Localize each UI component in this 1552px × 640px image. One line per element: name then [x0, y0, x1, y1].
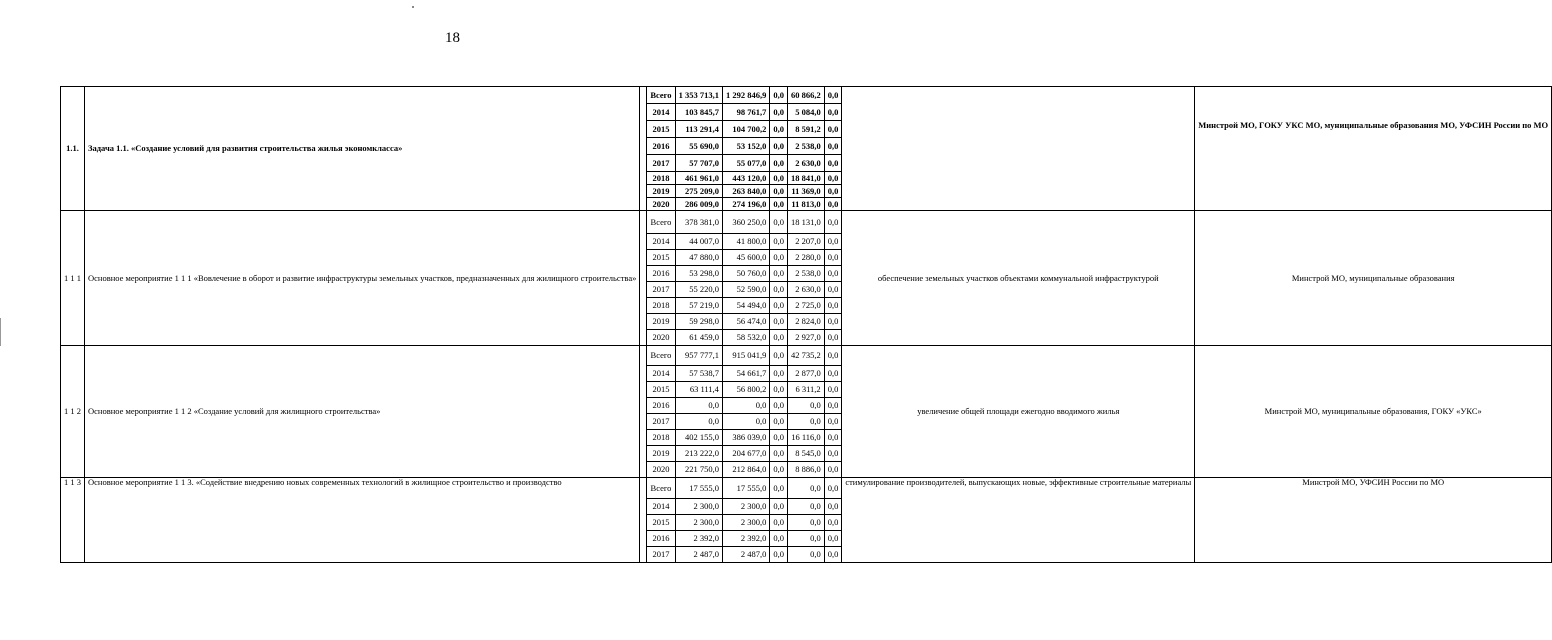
year-cell: 2016 — [647, 138, 675, 155]
blank-column — [640, 87, 647, 211]
amount-cell-c1: 0,0 — [675, 398, 722, 414]
year-cell: 2019 — [647, 446, 675, 462]
amount-cell-c1: 103 845,7 — [675, 104, 722, 121]
year-cell: 2017 — [647, 547, 675, 563]
amount-cell-c2: 50 760,0 — [722, 266, 769, 282]
amount-cell-c5: 0,0 — [824, 282, 842, 298]
amount-cell-c2: 56 800,2 — [722, 382, 769, 398]
responsible-executor: Минстрой МО, муниципальные образования, ГОКУ «УКС» — [1195, 346, 1552, 478]
amount-cell-c1: 113 291,4 — [675, 121, 722, 138]
amount-cell-c4: 2 927,0 — [787, 330, 824, 346]
amount-cell-c4: 16 116,0 — [787, 430, 824, 446]
amount-cell-c5: 0,0 — [824, 266, 842, 282]
amount-cell-c5: 0,0 — [824, 515, 842, 531]
amount-cell-c4: 11 369,0 — [787, 185, 824, 198]
amount-cell-c5: 0,0 — [824, 499, 842, 515]
year-cell: 2018 — [647, 430, 675, 446]
amount-cell-c5: 0,0 — [824, 330, 842, 346]
page-number: 18 — [445, 30, 460, 46]
amount-cell-c3: 0,0 — [770, 366, 788, 382]
amount-cell-c2: 41 800,0 — [722, 234, 769, 250]
year-cell: Всего — [647, 478, 675, 499]
amount-cell-c3: 0,0 — [770, 121, 788, 138]
amount-cell-c1: 17 555,0 — [675, 478, 722, 499]
amount-cell-c5: 0,0 — [824, 462, 842, 478]
scan-dot — [412, 6, 414, 8]
amount-cell-c1: 461 961,0 — [675, 172, 722, 185]
amount-cell-c1: 1 353 713,1 — [675, 87, 722, 104]
amount-cell-c2: 58 532,0 — [722, 330, 769, 346]
year-cell: 2018 — [647, 172, 675, 185]
amount-cell-c5: 0,0 — [824, 172, 842, 185]
year-cell: 2014 — [647, 499, 675, 515]
amount-cell-c5: 0,0 — [824, 138, 842, 155]
table-row — [61, 346, 1552, 366]
amount-cell-c3: 0,0 — [770, 478, 788, 499]
blank-column — [640, 346, 647, 478]
table-body — [61, 87, 1552, 563]
amount-cell-c1: 275 209,0 — [675, 185, 722, 198]
amount-cell-c2: 56 474,0 — [722, 314, 769, 330]
scan-edge-mark — [0, 318, 3, 346]
amount-cell-c2: 53 152,0 — [722, 138, 769, 155]
year-cell: 2017 — [647, 282, 675, 298]
year-cell: 2017 — [647, 414, 675, 430]
year-cell: 2015 — [647, 250, 675, 266]
amount-cell-c5: 0,0 — [824, 478, 842, 499]
amount-cell-c4: 0,0 — [787, 531, 824, 547]
amount-cell-c3: 0,0 — [770, 172, 788, 185]
amount-cell-c5: 0,0 — [824, 531, 842, 547]
amount-cell-c4: 2 877,0 — [787, 366, 824, 382]
amount-cell-c5: 0,0 — [824, 155, 842, 172]
amount-cell-c3: 0,0 — [770, 211, 788, 234]
amount-cell-c1: 59 298,0 — [675, 314, 722, 330]
amount-cell-c2: 386 039,0 — [722, 430, 769, 446]
amount-cell-c3: 0,0 — [770, 346, 788, 366]
amount-cell-c1: 402 155,0 — [675, 430, 722, 446]
amount-cell-c2: 45 600,0 — [722, 250, 769, 266]
amount-cell-c5: 0,0 — [824, 211, 842, 234]
year-cell: 2014 — [647, 104, 675, 121]
amount-cell-c5: 0,0 — [824, 234, 842, 250]
amount-cell-c5: 0,0 — [824, 87, 842, 104]
amount-cell-c3: 0,0 — [770, 330, 788, 346]
amount-cell-c1: 378 381,0 — [675, 211, 722, 234]
amount-cell-c3: 0,0 — [770, 185, 788, 198]
amount-cell-c2: 263 840,0 — [722, 185, 769, 198]
section-title: Основное мероприятие 1 1 1 «Вовлечение в оборот и развитие инфраструктуры земельных участков, предназначенных для жилищного строительства» — [85, 211, 640, 346]
amount-cell-c4: 11 813,0 — [787, 198, 824, 211]
year-cell: 2016 — [647, 398, 675, 414]
amount-cell-c5: 0,0 — [824, 430, 842, 446]
amount-cell-c4: 18 131,0 — [787, 211, 824, 234]
section-code: 1 1 1 — [61, 211, 85, 346]
year-cell: 2014 — [647, 366, 675, 382]
amount-cell-c4: 60 866,2 — [787, 87, 824, 104]
amount-cell-c2: 443 120,0 — [722, 172, 769, 185]
year-cell: 2020 — [647, 462, 675, 478]
amount-cell-c1: 957 777,1 — [675, 346, 722, 366]
amount-cell-c5: 0,0 — [824, 121, 842, 138]
amount-cell-c2: 17 555,0 — [722, 478, 769, 499]
amount-cell-c5: 0,0 — [824, 382, 842, 398]
expected-result — [842, 87, 1195, 211]
amount-cell-c2: 2 487,0 — [722, 547, 769, 563]
amount-cell-c3: 0,0 — [770, 430, 788, 446]
amount-cell-c1: 2 392,0 — [675, 531, 722, 547]
amount-cell-c3: 0,0 — [770, 266, 788, 282]
amount-cell-c2: 2 392,0 — [722, 531, 769, 547]
amount-cell-c2: 55 077,0 — [722, 155, 769, 172]
amount-cell-c1: 221 750,0 — [675, 462, 722, 478]
amount-cell-c2: 212 864,0 — [722, 462, 769, 478]
amount-cell-c2: 274 196,0 — [722, 198, 769, 211]
amount-cell-c1: 2 300,0 — [675, 515, 722, 531]
amount-cell-c3: 0,0 — [770, 531, 788, 547]
year-cell: 2015 — [647, 382, 675, 398]
amount-cell-c1: 47 880,0 — [675, 250, 722, 266]
year-cell: Всего — [647, 346, 675, 366]
blank-column — [640, 478, 647, 563]
year-cell: Всего — [647, 211, 675, 234]
year-cell: 2020 — [647, 198, 675, 211]
amount-cell-c4: 5 084,0 — [787, 104, 824, 121]
amount-cell-c2: 54 661,7 — [722, 366, 769, 382]
amount-cell-c3: 0,0 — [770, 446, 788, 462]
amount-cell-c4: 2 824,0 — [787, 314, 824, 330]
amount-cell-c3: 0,0 — [770, 282, 788, 298]
amount-cell-c3: 0,0 — [770, 155, 788, 172]
amount-cell-c3: 0,0 — [770, 398, 788, 414]
amount-cell-c3: 0,0 — [770, 138, 788, 155]
amount-cell-c2: 2 300,0 — [722, 499, 769, 515]
amount-cell-c4: 8 545,0 — [787, 446, 824, 462]
section-code: 1 1 2 — [61, 346, 85, 478]
table-row — [61, 87, 1552, 104]
amount-cell-c1: 57 219,0 — [675, 298, 722, 314]
amount-cell-c2: 2 300,0 — [722, 515, 769, 531]
amount-cell-c3: 0,0 — [770, 298, 788, 314]
amount-cell-c5: 0,0 — [824, 547, 842, 563]
amount-cell-c4: 0,0 — [787, 398, 824, 414]
year-cell: 2018 — [647, 298, 675, 314]
amount-cell-c2: 204 677,0 — [722, 446, 769, 462]
section-code: 1.1. — [61, 87, 85, 211]
amount-cell-c1: 286 009,0 — [675, 198, 722, 211]
responsible-executor: Минстрой МО, УФСИН России по МО — [1195, 478, 1552, 563]
amount-cell-c1: 44 007,0 — [675, 234, 722, 250]
amount-cell-c2: 0,0 — [722, 414, 769, 430]
amount-cell-c3: 0,0 — [770, 87, 788, 104]
amount-cell-c4: 0,0 — [787, 414, 824, 430]
year-cell: 2016 — [647, 266, 675, 282]
amount-cell-c2: 0,0 — [722, 398, 769, 414]
responsible-executor: Минстрой МО, муниципальные образования — [1195, 211, 1552, 346]
amount-cell-c1: 213 222,0 — [675, 446, 722, 462]
year-cell: 2016 — [647, 531, 675, 547]
amount-cell-c2: 52 590,0 — [722, 282, 769, 298]
year-cell: 2015 — [647, 515, 675, 531]
amount-cell-c5: 0,0 — [824, 446, 842, 462]
year-cell: 2019 — [647, 314, 675, 330]
amount-cell-c4: 6 311,2 — [787, 382, 824, 398]
year-cell: 2017 — [647, 155, 675, 172]
amount-cell-c4: 2 538,0 — [787, 266, 824, 282]
amount-cell-c5: 0,0 — [824, 298, 842, 314]
amount-cell-c4: 8 591,2 — [787, 121, 824, 138]
amount-cell-c3: 0,0 — [770, 198, 788, 211]
table-row — [61, 478, 1552, 499]
amount-cell-c4: 0,0 — [787, 499, 824, 515]
program-funding-table — [60, 86, 1552, 563]
amount-cell-c2: 1 292 846,9 — [722, 87, 769, 104]
amount-cell-c5: 0,0 — [824, 314, 842, 330]
amount-cell-c2: 98 761,7 — [722, 104, 769, 121]
amount-cell-c3: 0,0 — [770, 104, 788, 121]
amount-cell-c3: 0,0 — [770, 250, 788, 266]
amount-cell-c5: 0,0 — [824, 346, 842, 366]
amount-cell-c1: 0,0 — [675, 414, 722, 430]
amount-cell-c3: 0,0 — [770, 382, 788, 398]
amount-cell-c1: 63 111,4 — [675, 382, 722, 398]
year-cell: 2014 — [647, 234, 675, 250]
amount-cell-c4: 8 886,0 — [787, 462, 824, 478]
year-cell: 2020 — [647, 330, 675, 346]
amount-cell-c1: 2 300,0 — [675, 499, 722, 515]
responsible-executor: Минстрой МО, ГОКУ УКС МО, муниципальные образования МО, УФСИН России по МО — [1195, 87, 1552, 211]
amount-cell-c1: 61 459,0 — [675, 330, 722, 346]
amount-cell-c4: 2 280,0 — [787, 250, 824, 266]
amount-cell-c3: 0,0 — [770, 414, 788, 430]
year-cell: 2015 — [647, 121, 675, 138]
section-code: 1 1 3 — [61, 478, 85, 563]
amount-cell-c5: 0,0 — [824, 366, 842, 382]
amount-cell-c3: 0,0 — [770, 547, 788, 563]
amount-cell-c4: 0,0 — [787, 515, 824, 531]
amount-cell-c1: 57 707,0 — [675, 155, 722, 172]
amount-cell-c4: 0,0 — [787, 478, 824, 499]
amount-cell-c5: 0,0 — [824, 250, 842, 266]
amount-cell-c3: 0,0 — [770, 314, 788, 330]
table-row — [61, 211, 1552, 234]
expected-result: увеличение общей площади ежегодно вводимого жилья — [842, 346, 1195, 478]
amount-cell-c5: 0,0 — [824, 185, 842, 198]
amount-cell-c3: 0,0 — [770, 499, 788, 515]
amount-cell-c3: 0,0 — [770, 462, 788, 478]
amount-cell-c5: 0,0 — [824, 198, 842, 211]
expected-result: стимулирование производителей, выпускающих новые, эффективные строительные материалы — [842, 478, 1195, 563]
expected-result: обеспечение земельных участков объектами коммунальной инфраструктурой — [842, 211, 1195, 346]
amount-cell-c4: 2 207,0 — [787, 234, 824, 250]
amount-cell-c5: 0,0 — [824, 398, 842, 414]
amount-cell-c4: 42 735,2 — [787, 346, 824, 366]
section-title: Основное мероприятие 1 1 3. «Содействие внедрению новых современных технологий в жилищное строительство и производство — [85, 478, 640, 563]
amount-cell-c1: 57 538,7 — [675, 366, 722, 382]
year-cell: 2019 — [647, 185, 675, 198]
amount-cell-c5: 0,0 — [824, 104, 842, 121]
section-title: Задача 1.1. «Создание условий для развития строительства жилья экономкласса» — [85, 87, 640, 211]
amount-cell-c4: 0,0 — [787, 547, 824, 563]
amount-cell-c3: 0,0 — [770, 234, 788, 250]
amount-cell-c1: 2 487,0 — [675, 547, 722, 563]
amount-cell-c4: 2 725,0 — [787, 298, 824, 314]
amount-cell-c1: 53 298,0 — [675, 266, 722, 282]
amount-cell-c2: 360 250,0 — [722, 211, 769, 234]
amount-cell-c4: 2 630,0 — [787, 155, 824, 172]
amount-cell-c4: 18 841,0 — [787, 172, 824, 185]
year-cell: Всего — [647, 87, 675, 104]
amount-cell-c4: 2 538,0 — [787, 138, 824, 155]
section-title: Основное мероприятие 1 1 2 «Создание условий для жилищного строительства» — [85, 346, 640, 478]
amount-cell-c1: 55 690,0 — [675, 138, 722, 155]
amount-cell-c5: 0,0 — [824, 414, 842, 430]
amount-cell-c2: 54 494,0 — [722, 298, 769, 314]
amount-cell-c1: 55 220,0 — [675, 282, 722, 298]
amount-cell-c4: 2 630,0 — [787, 282, 824, 298]
amount-cell-c2: 915 041,9 — [722, 346, 769, 366]
blank-column — [640, 211, 647, 346]
amount-cell-c2: 104 700,2 — [722, 121, 769, 138]
amount-cell-c3: 0,0 — [770, 515, 788, 531]
